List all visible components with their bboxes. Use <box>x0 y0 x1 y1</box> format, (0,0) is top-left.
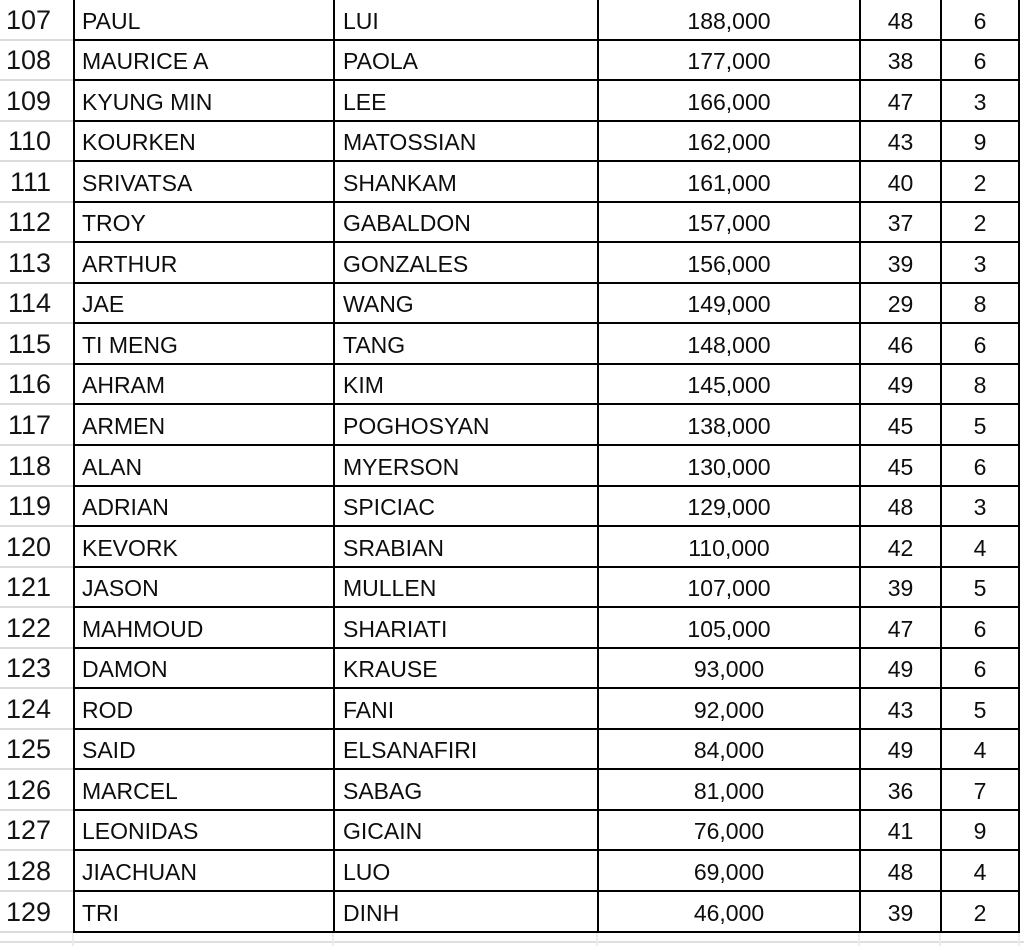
gridline-vertical <box>332 933 334 946</box>
cell-col-e[interactable]: 5 <box>940 689 1020 730</box>
cell-col-e[interactable]: 6 <box>940 608 1020 649</box>
cell-col-d[interactable]: 39 <box>859 568 940 609</box>
cell-amount[interactable]: 166,000 <box>597 81 859 122</box>
cell-last-name[interactable]: GICAIN <box>333 811 597 852</box>
cell-last-name[interactable]: MATOSSIAN <box>333 122 597 163</box>
cell-amount[interactable]: 105,000 <box>597 608 859 649</box>
cell-first-name[interactable]: JIACHUAN <box>73 851 333 892</box>
cell-col-d[interactable]: 42 <box>859 527 940 568</box>
cell-col-e[interactable]: 2 <box>940 162 1020 203</box>
cell-amount[interactable]: 110,000 <box>597 527 859 568</box>
cell-col-e[interactable]: 6 <box>940 0 1020 41</box>
cell-col-d[interactable]: 37 <box>859 203 940 244</box>
cell-first-name[interactable]: AHRAM <box>73 365 333 406</box>
cell-amount[interactable]: 162,000 <box>597 122 859 163</box>
cell-last-name[interactable]: POGHOSYAN <box>333 405 597 446</box>
cell-col-e[interactable]: 6 <box>940 41 1020 82</box>
cell-col-e[interactable]: 5 <box>940 405 1020 446</box>
cell-amount[interactable]: 76,000 <box>597 811 859 852</box>
cell-first-name[interactable]: TI MENG <box>73 324 333 365</box>
cell-amount[interactable]: 69,000 <box>597 851 859 892</box>
table-row <box>0 324 1024 365</box>
cell-amount[interactable]: 157,000 <box>597 203 859 244</box>
cell-first-name[interactable]: ALAN <box>73 446 333 487</box>
row-number[interactable]: 109 <box>0 81 73 122</box>
cell-col-e[interactable]: 6 <box>940 446 1020 487</box>
row-number[interactable]: 128 <box>0 851 73 892</box>
cell-last-name[interactable]: GONZALES <box>333 243 597 284</box>
cell-col-e[interactable]: 8 <box>940 284 1020 325</box>
cell-first-name[interactable]: TROY <box>73 203 333 244</box>
cell-first-name[interactable]: ARTHUR <box>73 243 333 284</box>
cell-col-e[interactable]: 3 <box>940 81 1020 122</box>
row-number[interactable]: 119 <box>0 487 73 528</box>
cell-col-d[interactable]: 47 <box>859 608 940 649</box>
cell-amount[interactable]: 130,000 <box>597 446 859 487</box>
cell-first-name[interactable]: MAHMOUD <box>73 608 333 649</box>
cell-col-e[interactable]: 4 <box>940 851 1020 892</box>
cell-amount[interactable]: 129,000 <box>597 487 859 528</box>
table-row <box>0 446 1024 487</box>
cell-col-d[interactable]: 29 <box>859 284 940 325</box>
cell-first-name[interactable]: ROD <box>73 689 333 730</box>
cell-col-d[interactable]: 49 <box>859 649 940 690</box>
cell-col-d[interactable]: 43 <box>859 122 940 163</box>
row-number[interactable]: 110 <box>0 122 73 163</box>
table-row <box>0 568 1024 609</box>
row-number[interactable]: 114 <box>0 284 73 325</box>
cell-amount[interactable]: 46,000 <box>597 892 859 933</box>
row-number[interactable]: 129 <box>0 892 73 933</box>
table-row <box>0 527 1024 568</box>
cell-last-name[interactable]: LEE <box>333 81 597 122</box>
gridline-horizontal <box>0 941 1024 943</box>
gridline-vertical <box>72 933 74 946</box>
cell-amount[interactable]: 188,000 <box>597 0 859 41</box>
cell-amount[interactable]: 161,000 <box>597 162 859 203</box>
cell-first-name[interactable]: MAURICE A <box>73 41 333 82</box>
table-row <box>0 0 1024 41</box>
cell-col-d[interactable]: 40 <box>859 162 940 203</box>
cell-col-d[interactable]: 43 <box>859 689 940 730</box>
row-number[interactable]: 113 <box>0 243 73 284</box>
table-row <box>0 730 1024 771</box>
cell-col-e[interactable]: 3 <box>940 487 1020 528</box>
cell-col-d[interactable]: 41 <box>859 811 940 852</box>
table-row <box>0 162 1024 203</box>
cell-col-e[interactable]: 2 <box>940 892 1020 933</box>
table-row <box>0 770 1024 811</box>
row-number[interactable]: 116 <box>0 365 73 406</box>
row-number[interactable]: 112 <box>0 203 73 244</box>
cell-col-e[interactable]: 4 <box>940 730 1020 771</box>
table-row <box>0 405 1024 446</box>
cell-first-name[interactable]: KOURKEN <box>73 122 333 163</box>
row-number[interactable]: 127 <box>0 811 73 852</box>
row-number[interactable]: 124 <box>0 689 73 730</box>
cell-col-e[interactable]: 4 <box>940 527 1020 568</box>
cell-col-d[interactable]: 48 <box>859 851 940 892</box>
cell-last-name[interactable]: SRABIAN <box>333 527 597 568</box>
cell-first-name[interactable]: ADRIAN <box>73 487 333 528</box>
cell-amount[interactable]: 84,000 <box>597 730 859 771</box>
cell-last-name[interactable]: DINH <box>333 892 597 933</box>
cell-col-d[interactable]: 45 <box>859 446 940 487</box>
cell-col-d[interactable]: 45 <box>859 405 940 446</box>
cell-col-e[interactable]: 9 <box>940 122 1020 163</box>
cell-col-d[interactable]: 49 <box>859 365 940 406</box>
table-row <box>0 689 1024 730</box>
gridline-vertical <box>939 933 941 946</box>
cell-col-d[interactable]: 49 <box>859 730 940 771</box>
cell-amount[interactable]: 177,000 <box>597 41 859 82</box>
table-row <box>0 203 1024 244</box>
cell-last-name[interactable]: MULLEN <box>333 568 597 609</box>
cell-first-name[interactable]: PAUL <box>73 0 333 41</box>
cell-amount[interactable]: 148,000 <box>597 324 859 365</box>
cell-last-name[interactable]: KRAUSE <box>333 649 597 690</box>
gridline-vertical <box>596 933 598 946</box>
cell-first-name[interactable]: SAID <box>73 730 333 771</box>
cell-col-d[interactable]: 38 <box>859 41 940 82</box>
cell-first-name[interactable]: ARMEN <box>73 405 333 446</box>
cell-amount[interactable]: 81,000 <box>597 770 859 811</box>
row-number[interactable]: 126 <box>0 770 73 811</box>
cell-amount[interactable]: 107,000 <box>597 568 859 609</box>
cell-col-d[interactable]: 47 <box>859 81 940 122</box>
cell-first-name[interactable]: LEONIDAS <box>73 811 333 852</box>
cell-amount[interactable]: 149,000 <box>597 284 859 325</box>
cell-first-name[interactable]: MARCEL <box>73 770 333 811</box>
table-row <box>0 243 1024 284</box>
row-number[interactable]: 122 <box>0 608 73 649</box>
cell-last-name[interactable]: SPICIAC <box>333 487 597 528</box>
cell-last-name[interactable]: PAOLA <box>333 41 597 82</box>
row-number[interactable]: 115 <box>0 324 73 365</box>
table-row <box>0 892 1024 933</box>
row-number[interactable]: 107 <box>0 0 73 41</box>
cell-col-e[interactable]: 9 <box>940 811 1020 852</box>
cell-col-d[interactable]: 39 <box>859 892 940 933</box>
row-number[interactable]: 125 <box>0 730 73 771</box>
table-row <box>0 608 1024 649</box>
gridline-vertical <box>858 933 860 946</box>
row-number[interactable]: 108 <box>0 41 73 82</box>
table-row <box>0 122 1024 163</box>
cell-col-d[interactable]: 48 <box>859 0 940 41</box>
row-number[interactable]: 118 <box>0 446 73 487</box>
cell-first-name[interactable]: KYUNG MIN <box>73 81 333 122</box>
cell-last-name[interactable]: WANG <box>333 284 597 325</box>
row-number[interactable]: 123 <box>0 649 73 690</box>
cell-col-e[interactable]: 3 <box>940 243 1020 284</box>
cell-col-d[interactable]: 39 <box>859 243 940 284</box>
partial-next-row <box>0 933 1024 946</box>
cell-last-name[interactable]: SHARIATI <box>333 608 597 649</box>
cell-first-name[interactable]: TRI <box>73 892 333 933</box>
cell-last-name[interactable]: GABALDON <box>333 203 597 244</box>
cell-col-e[interactable]: 6 <box>940 649 1020 690</box>
table-row <box>0 811 1024 852</box>
row-number[interactable]: 111 <box>0 162 73 203</box>
cell-col-e[interactable]: 5 <box>940 568 1020 609</box>
cell-last-name[interactable]: LUI <box>333 0 597 41</box>
cell-amount[interactable]: 92,000 <box>597 689 859 730</box>
cell-last-name[interactable]: MYERSON <box>333 446 597 487</box>
row-number[interactable]: 121 <box>0 568 73 609</box>
cell-amount[interactable]: 156,000 <box>597 243 859 284</box>
cell-col-e[interactable]: 7 <box>940 770 1020 811</box>
table-row <box>0 81 1024 122</box>
cell-last-name[interactable]: SHANKAM <box>333 162 597 203</box>
cell-col-d[interactable]: 48 <box>859 487 940 528</box>
gridline-vertical <box>1018 933 1020 946</box>
cell-col-e[interactable]: 6 <box>940 324 1020 365</box>
cell-amount[interactable]: 145,000 <box>597 365 859 406</box>
cell-col-d[interactable]: 46 <box>859 324 940 365</box>
cell-last-name[interactable]: KIM <box>333 365 597 406</box>
cell-amount[interactable]: 138,000 <box>597 405 859 446</box>
cell-last-name[interactable]: FANI <box>333 689 597 730</box>
cell-first-name[interactable]: SRIVATSA <box>73 162 333 203</box>
cell-col-e[interactable]: 2 <box>940 203 1020 244</box>
cell-last-name[interactable]: LUO <box>333 851 597 892</box>
cell-first-name[interactable]: JAE <box>73 284 333 325</box>
table-row <box>0 41 1024 82</box>
cell-last-name[interactable]: TANG <box>333 324 597 365</box>
table-row <box>0 284 1024 325</box>
table-row <box>0 649 1024 690</box>
cell-first-name[interactable]: KEVORK <box>73 527 333 568</box>
cell-col-d[interactable]: 36 <box>859 770 940 811</box>
cell-first-name[interactable]: JASON <box>73 568 333 609</box>
cell-last-name[interactable]: ELSANAFIRI <box>333 730 597 771</box>
table-row <box>0 365 1024 406</box>
cell-first-name[interactable]: DAMON <box>73 649 333 690</box>
table-row <box>0 851 1024 892</box>
cell-col-e[interactable]: 8 <box>940 365 1020 406</box>
row-number[interactable]: 117 <box>0 405 73 446</box>
row-number[interactable]: 120 <box>0 527 73 568</box>
cell-last-name[interactable]: SABAG <box>333 770 597 811</box>
cell-amount[interactable]: 93,000 <box>597 649 859 690</box>
table-row <box>0 487 1024 528</box>
